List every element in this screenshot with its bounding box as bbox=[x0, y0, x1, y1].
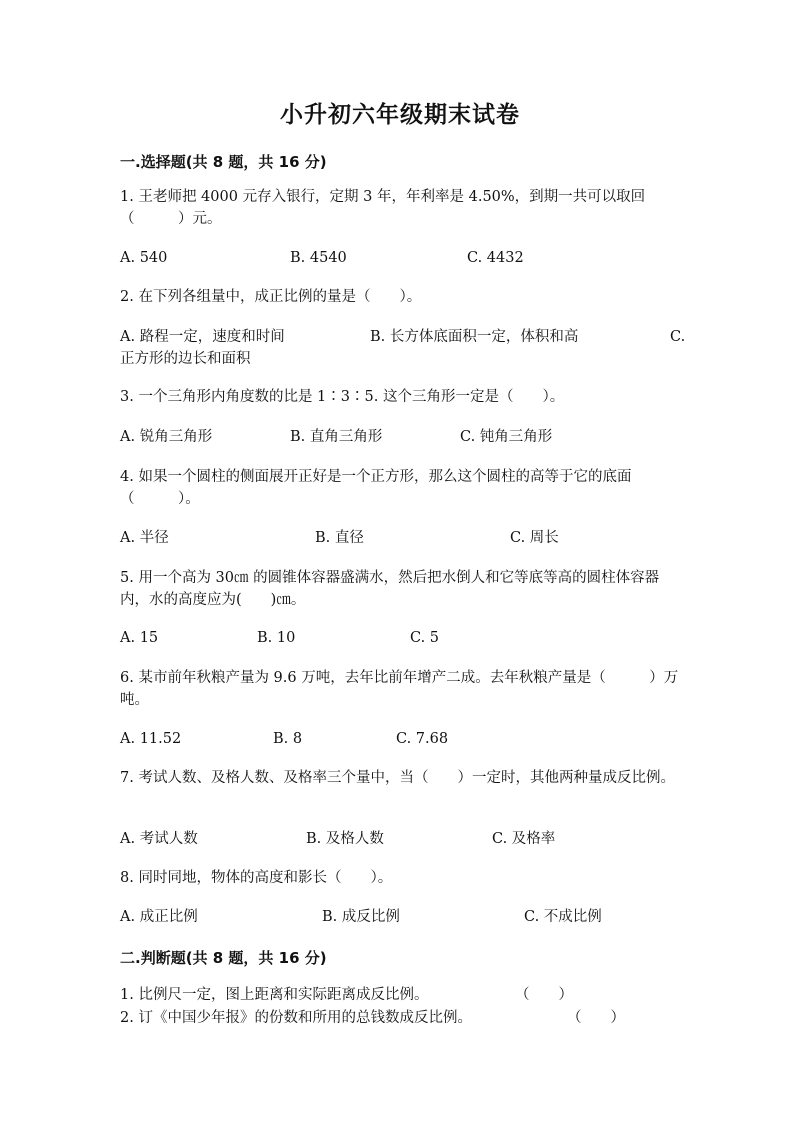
question-1: 1. 王老师把 4000 元存入银行，定期 3 年，年利率是 4.50%，到期一共可以取回（ ）元。 bbox=[120, 189, 646, 227]
question-7-option-c: C. 及格率 bbox=[492, 831, 556, 847]
judgement-item-1: 1. 比例尺一定，图上距离和实际距离成反比例。 bbox=[120, 987, 429, 1003]
question-2-option-a: A. 路程一定，速度和时间 bbox=[120, 329, 285, 345]
question-2-option-b: B. 长方体底面积一定，体积和高 bbox=[370, 329, 579, 345]
question-5: 5. 用一个高为 30㎝ 的圆锥体容器盛满水，然后把水倒人和它等底等高的圆柱体容器内，水的高度应为( )㎝。 bbox=[120, 570, 660, 608]
page-title: 小升初六年级期末试卷 bbox=[280, 101, 520, 128]
question-3-option-a: A. 锐角三角形 bbox=[120, 429, 213, 445]
question-1-option-b: B. 4540 bbox=[290, 250, 347, 266]
question-6-option-c: C. 7.68 bbox=[396, 731, 449, 747]
question-1-option-c: C. 4432 bbox=[467, 250, 524, 266]
question-2-option-c: C. 正方形的边长和面积 bbox=[120, 329, 686, 367]
question-4-option-a: A. 半径 bbox=[120, 530, 169, 546]
question-6: 6. 某市前年秋粮产量为 9.6 万吨，去年比前年增产二成。去年秋粮产量是（ ）万吨。 bbox=[120, 670, 679, 708]
question-8: 8. 同时同地，物体的高度和影长（ ）。 bbox=[120, 870, 393, 886]
question-3-option-c: C. 钝角三角形 bbox=[460, 429, 553, 445]
question-7: 7. 考试人数、及格人数、及格率三个量中，当（ ）一定时，其他两种量成反比例。 bbox=[120, 770, 675, 786]
judgement-item-2-answer-paren: （ ） bbox=[567, 1010, 625, 1026]
question-2: 2. 在下列各组量中，成正比例的量是（ ）。 bbox=[120, 289, 422, 305]
question-5-option-b: B. 10 bbox=[257, 630, 296, 646]
question-3-option-b: B. 直角三角形 bbox=[290, 429, 383, 445]
judgement-item-1-answer-paren: （ ） bbox=[515, 987, 573, 1003]
section-heading-choice: 一.选择题(共 8 题，共 16 分) bbox=[120, 153, 327, 171]
question-7-option-b: B. 及格人数 bbox=[306, 831, 384, 847]
question-1-option-a: A. 540 bbox=[120, 250, 168, 266]
question-3: 3. 一个三角形内角度数的比是 1∶3∶5. 这个三角形一定是（ ）。 bbox=[120, 389, 565, 405]
section-heading-judgement: 二.判断题(共 8 题，共 16 分) bbox=[120, 949, 327, 967]
judgement-item-2: 2. 订《中国少年报》的份数和所用的总钱数成反比例。 bbox=[120, 1010, 472, 1026]
question-4: 4. 如果一个圆柱的侧面展开正好是一个正方形，那么这个圆柱的高等于它的底面（ ）。 bbox=[120, 469, 632, 507]
question-7-option-a: A. 考试人数 bbox=[120, 831, 198, 847]
question-8-option-c: C. 不成比例 bbox=[524, 909, 602, 925]
question-5-option-c: C. 5 bbox=[410, 630, 440, 646]
question-8-option-b: B. 成反比例 bbox=[322, 909, 400, 925]
question-4-option-b: B. 直径 bbox=[315, 530, 364, 546]
question-6-option-b: B. 8 bbox=[273, 731, 303, 747]
question-5-option-a: A. 15 bbox=[120, 630, 159, 646]
question-6-option-a: A. 11.52 bbox=[120, 731, 182, 747]
question-8-option-a: A. 成正比例 bbox=[120, 909, 198, 925]
question-4-option-c: C. 周长 bbox=[510, 530, 559, 546]
